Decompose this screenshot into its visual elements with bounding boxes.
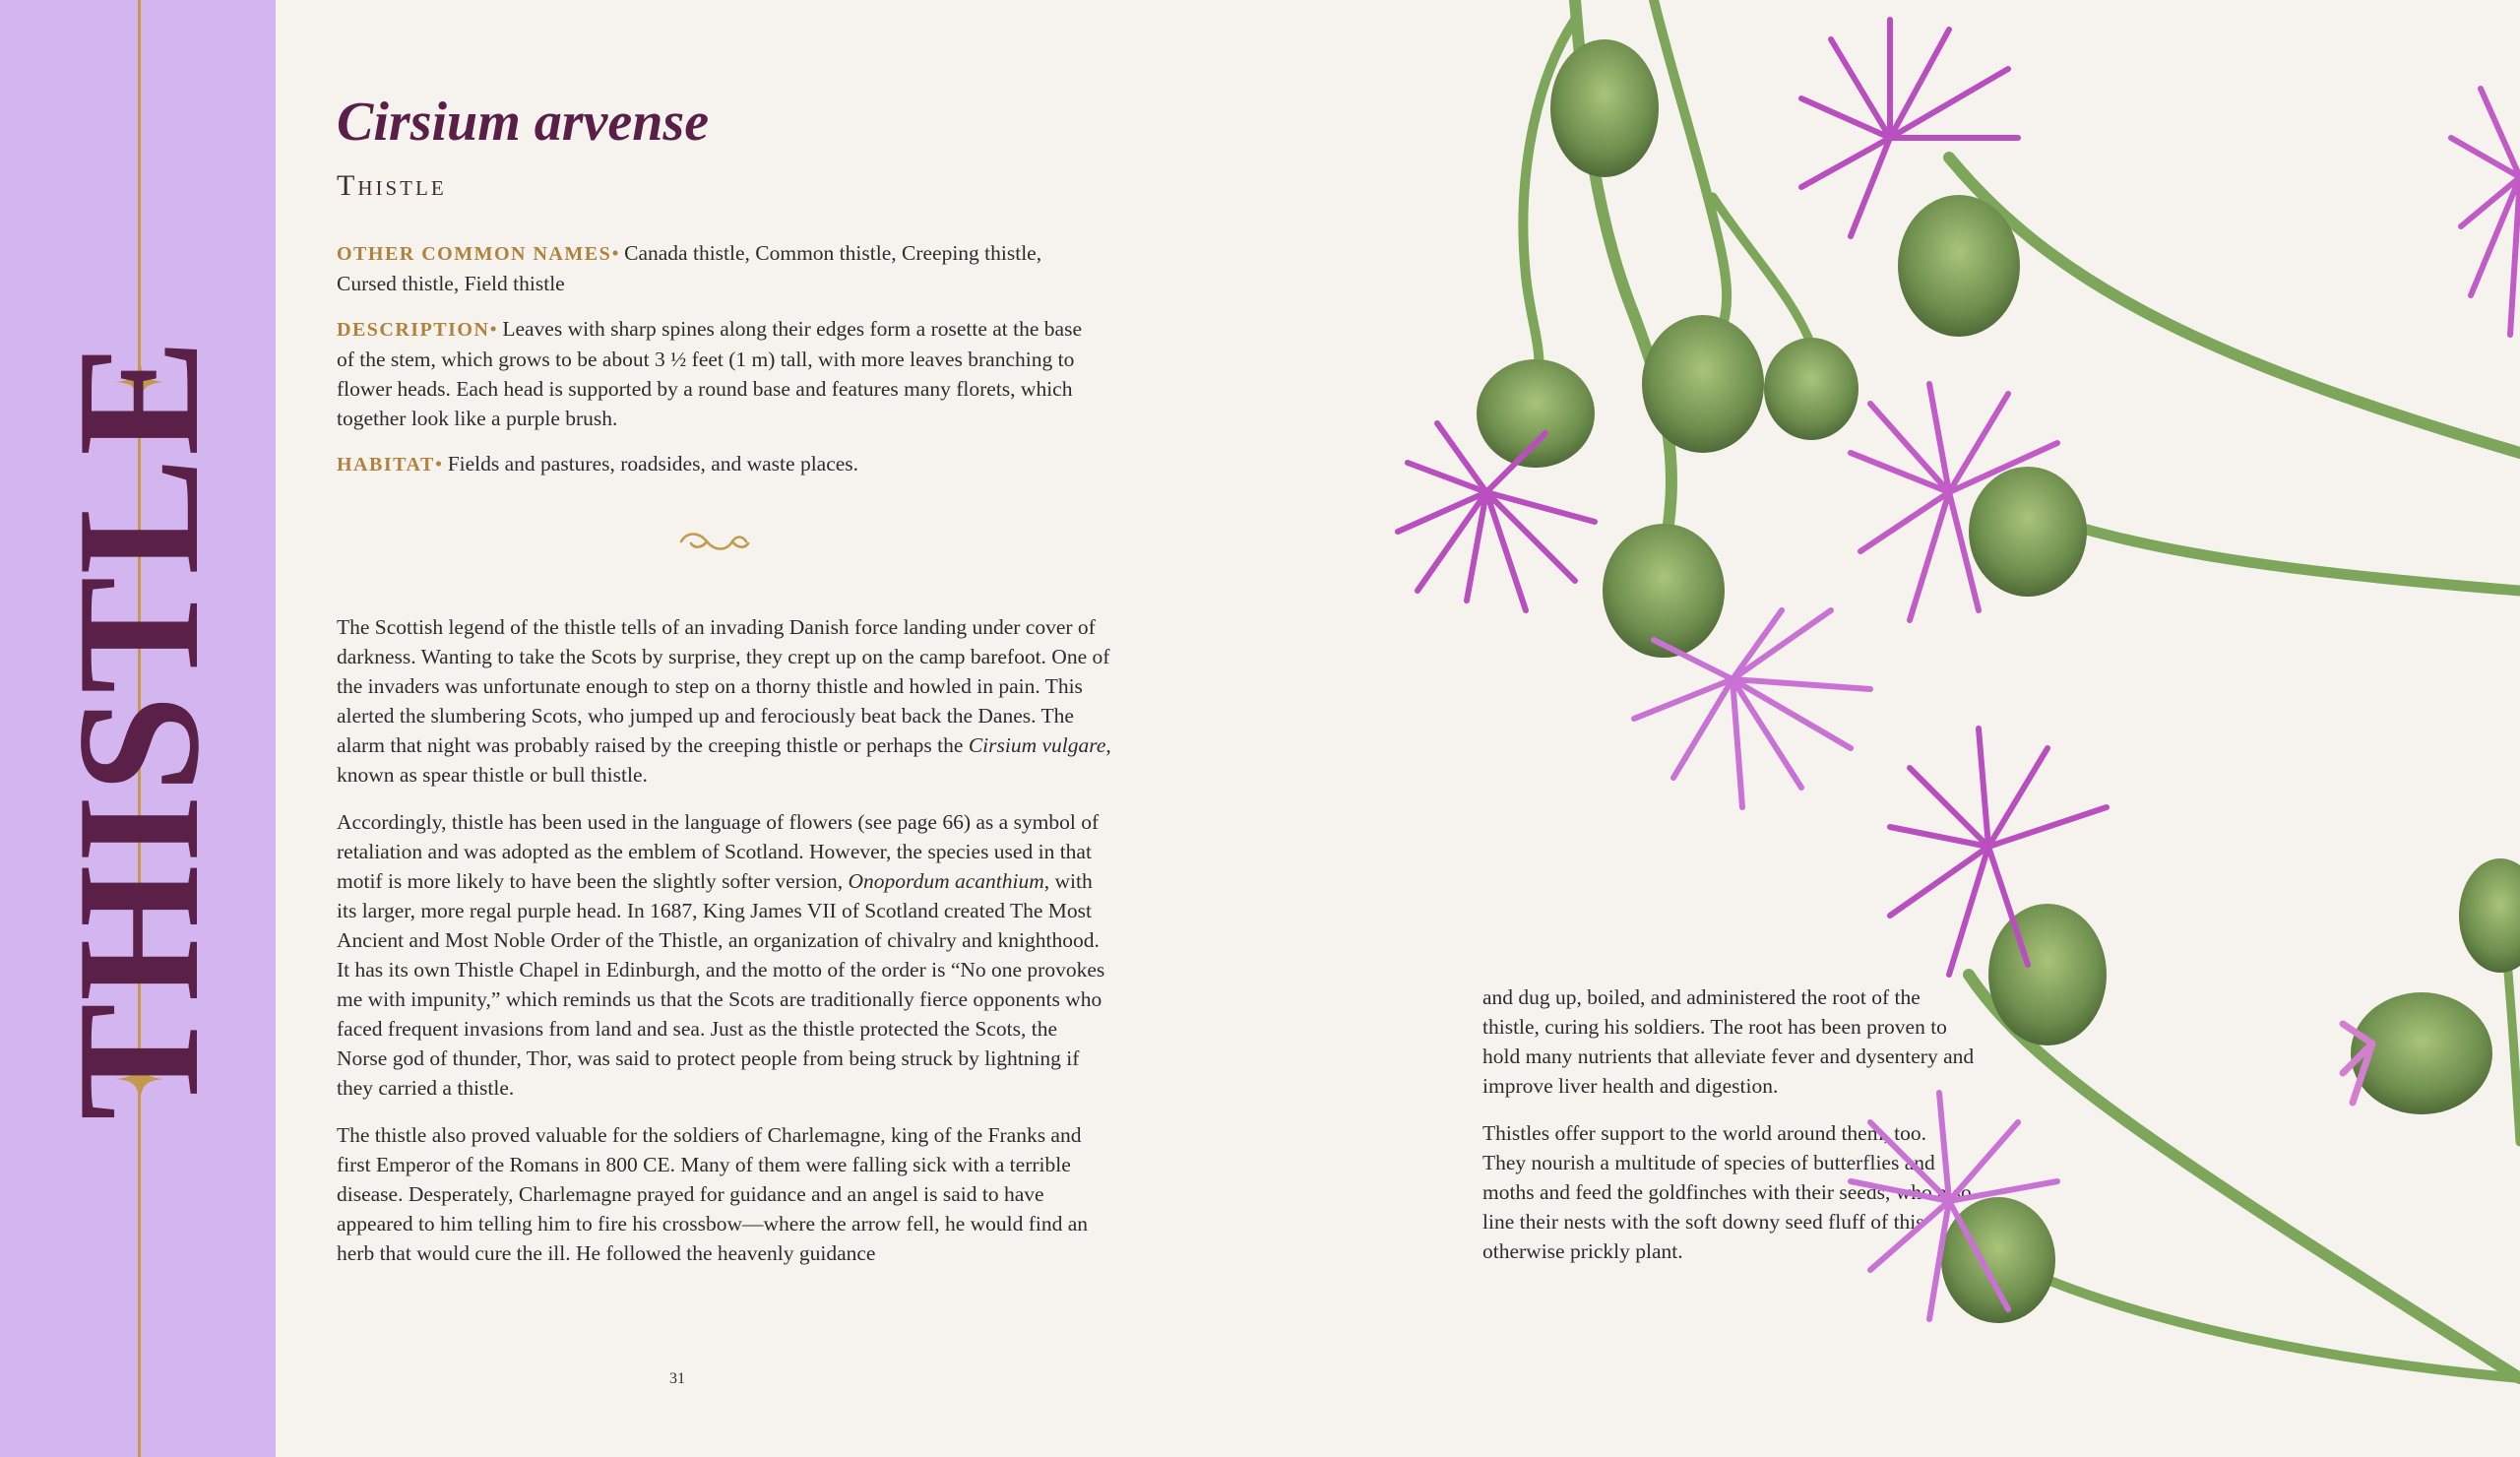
habitat-text: Fields and pastures, roadsides, and waste places.: [442, 451, 859, 475]
vertical-title: THISTLE: [40, 337, 235, 1120]
swash-ornament-icon: [677, 528, 752, 557]
paragraph: and dug up, boiled, and administered the root of the thistle, curing his soldiers. The root has been proven to hold many nutrients that alleviate fever and dysentery and improve liver health and digestion.: [1482, 985, 1975, 1098]
thistle-illustration: [1339, 0, 2520, 1457]
italic-species: Cirsium vulgare: [968, 733, 1106, 757]
description-label: DESCRIPTION: [337, 318, 490, 341]
flower-buds: [1477, 39, 2520, 1323]
separator-dot: •: [611, 240, 619, 265]
other-names-text: Canada thistle, Common thistle, Creeping thistle, Cursed thistle, Field thistle: [337, 240, 1042, 295]
habitat-label: HABITAT: [337, 453, 435, 475]
separator-dot: •: [434, 451, 443, 475]
entry-header: [337, 93, 1104, 495]
italic-species: Onopordum acanthium: [848, 869, 1044, 893]
side-band: [0, 0, 276, 1457]
separator-dot: •: [489, 316, 497, 341]
body-text: [337, 612, 1112, 1286]
other-names-block: [337, 238, 1104, 298]
paragraph-text: The Scottish legend of the thistle tells of an invading Danish force landing under cover of darkness. Wanting to take the Scots by surprise, they crept up on the camp barefoot. One of the invaders was unfortunate enough to step on a thorny thistle and howled in pain. This alerted the slumbering Scots, who jumped up and ferociously beat back the Danes. The alarm that night was probably raised by the creeping thistle or perhaps the: [337, 615, 1110, 757]
paragraph: [337, 807, 1112, 1103]
scientific-name: Cirsium arvense: [337, 92, 710, 153]
flower-head: [2451, 89, 2520, 335]
description-block: [337, 314, 1104, 433]
description-text: Leaves with sharp spines along their edges form a rosette at the base of the stem, which grows to be about 3 ½ feet (1 m) tall, with more leaves branching to flower heads. Each head is supported by a round base and features many florets, which together look like a purple brush.: [337, 316, 1082, 430]
habitat-block: [337, 449, 1104, 479]
paragraph-text: , with its larger, more regal purple head. In 1687, King James VII of Scotland created The Most Ancient and Most Noble Order of the Thistle, an organization of chivalry and knighthood. It has its own Thistle Chapel in Edinburgh, and the motto of the order is “No one provokes me with impunity,” which reminds us that the Scots are traditionally fierce opponents who faced frequent invasions from land and sea. Just as the thistle protected the Scots, the Norse god of thunder, Thor, was said to protect people from being struck by lightning if they carried a thistle.: [337, 869, 1105, 1100]
stems: [1523, 0, 2520, 1378]
common-name: Thistle: [337, 168, 447, 202]
paragraph-text: , known as spear thistle or bull thistle.: [337, 733, 1111, 787]
paragraph: Thistles offer support to the world around them, too. They nourish a multitude of species of butterflies and moths and feed the goldfinches with their seeds, who also line their nests with the soft downy seed fluff of this otherwise prickly plant.: [1482, 1121, 1972, 1263]
paragraph: The thistle also proved valuable for the soldiers of Charlemagne, king of the Franks and first Emperor of the Romans in 800 CE. Many of them were falling sick with a terrible disease. Desperately, Charlemagne prayed for guidance and an angel is said to have appeared to him telling him to fire his crossbow—where the arrow fell, he would find an herb that would cure the ill. He followed the heavenly guidance: [337, 1123, 1089, 1265]
paragraph: [337, 612, 1112, 790]
page-number: 31: [669, 1370, 685, 1387]
other-names-label: OTHER COMMON NAMES: [337, 242, 612, 265]
paragraph-text: Accordingly, thistle has been used in the language of flowers (see page 66) as a symbol of retaliation and was adopted as the emblem of Scotland. However, the species used in that motif is more likely to have been the slightly softer version,: [337, 810, 1100, 893]
